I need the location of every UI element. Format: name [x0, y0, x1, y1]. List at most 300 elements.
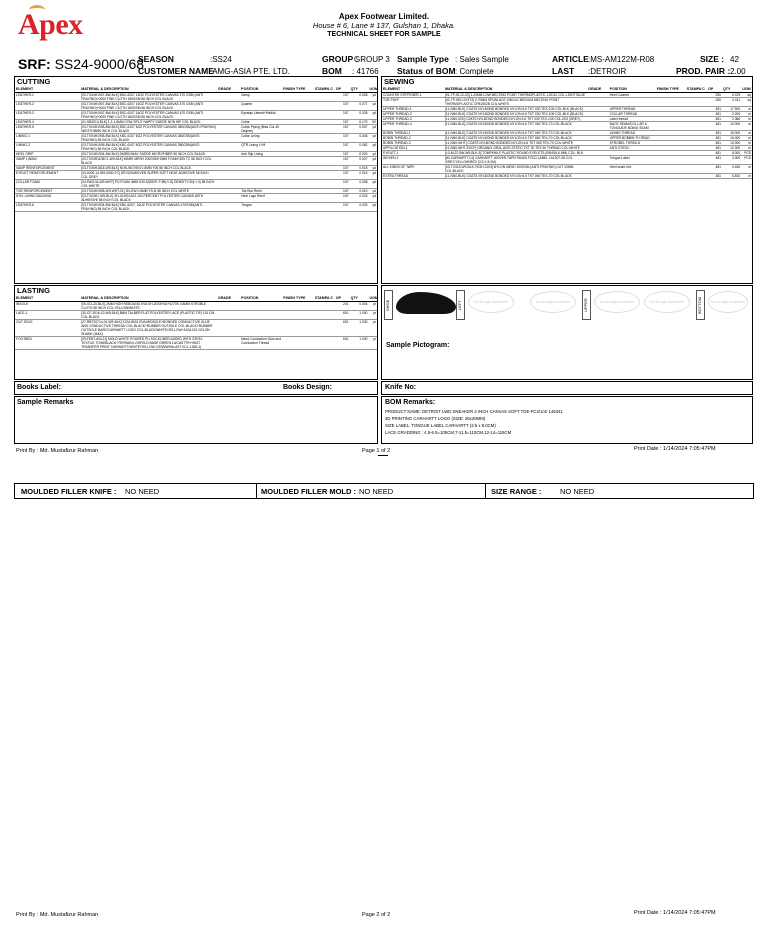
table-cell: PCS [741, 150, 752, 155]
table-cell: 157 [335, 133, 350, 142]
sample-remarks-box [14, 396, 378, 444]
table-cell: Anti Slip Lining [240, 151, 282, 156]
table-cell [656, 155, 686, 164]
table-cell: 0.062 [350, 142, 369, 151]
page-number: Page 2 of 2 [362, 912, 391, 918]
table-cell: LEATHER-5 [15, 124, 80, 133]
table-cell: 601 [335, 319, 350, 336]
column-header: FINISH TYPE [656, 86, 686, 92]
table-row [15, 179, 377, 188]
table-cell [686, 173, 707, 178]
table-cell: Tongue Label [609, 155, 656, 164]
column-header: FINISH TYPE [282, 86, 314, 92]
filler-knife-value: NO NEED [125, 487, 160, 496]
table-cell: 16.000 [722, 130, 741, 135]
table-row [15, 319, 377, 336]
table-cell [656, 173, 686, 178]
table-cell [686, 121, 707, 130]
books-row [14, 381, 378, 395]
table-cell: 157 [335, 193, 350, 202]
table-cell: yd [369, 165, 378, 170]
print-by: Print By : Md. Mustafizur Rahman [16, 912, 99, 918]
table-cell [314, 319, 335, 336]
table-cell [314, 310, 335, 319]
table-cell [314, 156, 335, 165]
table-cell: yd [369, 133, 378, 142]
table-cell: m [741, 164, 752, 173]
table-row [15, 124, 377, 133]
table-cell: 0.018 [350, 165, 369, 170]
table-cell: yd [369, 156, 378, 165]
table-cell [240, 156, 282, 165]
table-cell: LEATHER-1 [15, 92, 80, 101]
group-value: GROUP 3 [354, 55, 390, 64]
last-label: LAST [552, 66, 575, 76]
table-cell: m [741, 140, 752, 145]
table-cell [217, 310, 240, 319]
moulded-filler-row [14, 483, 754, 499]
document-title: TECHNICAL SHEET FOR SAMPLE [327, 31, 441, 38]
table-cell: m [741, 121, 752, 130]
table-cell: [09-FEB7-604-11] MOLD WHITE POURED PU SOCKLINER ADDED WITH STEEL TEXTILE TOWEBLACK+TERRAIN LOHFELD BASE GREEN 14/CASTTR+HEAT TRANSFER PRINT CARHARTT/WHITE/YELLOW CSSB/WHALAST KCL-1265-1) [80, 336, 217, 349]
table-cell [314, 110, 335, 119]
table-cell: 0.008 [350, 179, 369, 188]
table-cell: VAMP REINFORCEMENT [15, 165, 80, 170]
table-cell: 481 [707, 150, 722, 155]
column-header: OP [335, 295, 350, 301]
table-cell: OUT SOLE [15, 319, 80, 336]
table-cell: 12.000 [722, 145, 741, 150]
table-cell: SYN. LINING BACKING [15, 193, 80, 202]
table-cell: EXTRA THREAD [382, 173, 444, 178]
season-value: :SS24 [210, 55, 232, 64]
table-cell: ANTI-STATIC [609, 145, 656, 150]
table-cell: 157 [335, 165, 350, 170]
table-cell [217, 170, 240, 179]
table-cell [609, 173, 656, 178]
table-cell [282, 310, 314, 319]
table-cell: 157 [335, 119, 350, 124]
bom-value: : 41766 [352, 67, 379, 76]
table-cell: 481 [707, 155, 722, 164]
books-design: Books Design: [283, 384, 333, 391]
table-cell: 0.003 [350, 193, 369, 202]
table-cell: COLLAR FOAM [15, 179, 80, 188]
print-date: Print Date : 1/14/2024 7:05:47PM [634, 446, 716, 452]
table-cell: [03-TX415-W9-BLK-YE3H-2103] NYLON MESH 100GSM (ANTI-FRAYING) CUT 10MM COL:BLACK [444, 164, 587, 173]
table-cell [282, 319, 314, 336]
table-cell: TOE REINFORCEMENT [15, 188, 80, 193]
table-cell [656, 97, 686, 106]
table-cell: 2.366 [722, 116, 741, 121]
table-cell: [80-CARHARTT-01] CARHARTT WOVEN TAPE/TANKS FOLD LABEL LA1207-08 COL GREY/YELLOW/RED (3.5 X 8.0M) [444, 155, 587, 164]
table-cell: 1.000 [350, 310, 369, 319]
table-cell: [27-RBT20714-01-W9-BLK] KCM-8001 EVA MIDSOLE+BONDED CONDUCTIVE GLUE AND CONDUCTIVE THREAD COL-BLACK+RUBBER OUTSOLE COL-BLACK+RUBBER OUTSOLE BASE/CARHARTT LOGO COL-BLACK/WHITE/YELLOW+ACM-021 NYLON SHANK (MAX) [80, 319, 217, 336]
sewing-title: SEWING [384, 77, 415, 86]
table-cell: 0.180 [722, 164, 741, 173]
table-cell [282, 133, 314, 142]
column-header: QTY [350, 86, 369, 92]
table-cell: [03-TX04H1905-8W-BLK] KBC-6107 6OZ POLYESTER CANVAS 380GSM(ANTI- FRAYING) 56 INCH COL BLACK [80, 142, 217, 151]
table-cell: [03-TX04H1934-8W-BLK] KBC-6207, 16OZ POLYESTER CANVAS 470GSM(ANTI-FRAYING) 58 INCH COL BLACK [80, 202, 217, 211]
table-cell [217, 124, 240, 133]
cutting-section [14, 76, 378, 284]
table-cell: yd [369, 193, 378, 202]
table-cell [686, 155, 707, 164]
column-header: MATERIAL & DESCRIPTION [444, 86, 587, 92]
table-row [382, 97, 752, 106]
table-cell [314, 133, 335, 142]
table-cell: Collar [240, 119, 282, 124]
column-header: QTY [722, 86, 741, 92]
table-row [15, 310, 377, 319]
pic-tab-2: LEFT [456, 290, 465, 320]
cutting-title: CUTTING [17, 77, 51, 86]
column-header: POSITION [240, 295, 282, 301]
table-cell [217, 336, 240, 349]
table-cell: FOOTBED [15, 336, 80, 349]
lasting-title: LASTING [17, 286, 50, 295]
table-cell: 601 [335, 310, 350, 319]
table-cell: 8.000 [722, 150, 741, 155]
table-cell: BOBIN THREAD-2 [382, 135, 444, 140]
table-cell: 481 [707, 164, 722, 173]
table-cell: 157 [335, 156, 350, 165]
no-image-placeholder: No Image Available [644, 291, 690, 313]
table-cell [314, 92, 335, 101]
table-cell: yd [369, 92, 378, 101]
table-cell: COUNTER STIFFENER-1 [382, 92, 444, 97]
table-cell: LEATHER-2 [15, 101, 80, 110]
table-cell: yd [369, 202, 378, 211]
size-value: 42 [730, 55, 739, 64]
table-cell: 1.000 [350, 336, 369, 349]
table-row [15, 92, 377, 101]
column-header: POSITION [240, 86, 282, 92]
table-cell [217, 142, 240, 151]
table-cell: [03-TX05H1618-W9-BLK] NON-WOVEN 0.8MM Y08 58 INCH COL BLACK [80, 165, 217, 170]
table-cell: UPPER THREAD-1 [382, 106, 444, 111]
no-image-placeholder: No Image Available [468, 291, 514, 313]
bom-label: BOM [322, 66, 342, 76]
table-cell: [03-TX03H1-W9-BLK] SH-0120N 62Z 100 PERCENT POLYESTER CANVAS WITH ADHESIVE 58 INCH COL BLACK [80, 193, 217, 202]
table-cell: [01-SB2013-BLK] 1.2-1.6MM COW SPLIT NAPPY SUEDE NON WP COL BLACK [80, 119, 217, 124]
table-cell [217, 101, 240, 110]
table-cell: TOE PUFF [382, 97, 444, 106]
bom-remarks-title: BOM Remarks: [385, 399, 436, 406]
table-cell [656, 164, 686, 173]
table-cell [282, 156, 314, 165]
table-cell: ft2 [369, 119, 378, 124]
print-by: Print By : Md. Mustafizur Rahman [16, 448, 99, 454]
table-cell: [03-TX04H1907-8W-BLK] BSC-6207 16OZ POLYESTER CANVAS 470 GSM (ANTI FRAYING)+0000 FINE CLOTH 180GSM 56 INCH COL BLACK [80, 110, 217, 119]
table-cell: 481 [707, 106, 722, 111]
table-cell: [03-TX04H1934-8W-BLK] DMR6194AY SUEDE MICROFIBER 56 INCH COL BLACK [80, 151, 217, 156]
company-header [0, 12, 768, 39]
table-cell: [11-NN0-BLK] COATS NYLBOND BONDED NYLON 6.6 TKT 060 TEX-70 COL:BLACK [444, 135, 587, 140]
table-cell [240, 170, 282, 179]
prod-pair-value: 2.00 [730, 67, 746, 76]
divider [378, 455, 388, 456]
table-cell: LEATHER-6 [15, 202, 80, 211]
table-cell: m [741, 111, 752, 116]
knife-row [381, 381, 753, 395]
table-cell [240, 179, 282, 188]
table-cell: 1.000 [350, 319, 369, 336]
table-cell: 157 [335, 92, 350, 101]
table-cell [217, 110, 240, 119]
table-cell: yd [369, 179, 378, 188]
table-cell [314, 124, 335, 133]
column-header: ELEMENT [15, 295, 80, 301]
table-cell [217, 193, 240, 202]
bom-remark-line: LACE GRADDING : 4.5-6.5=105CM,7-11.5=110CM,12-14=115CM [385, 430, 512, 435]
table-cell: Heel Counter [609, 92, 656, 97]
table-cell: m [741, 106, 752, 111]
column-header: ELEMENT [382, 86, 444, 92]
table-cell: pr [369, 301, 378, 310]
group-label: GROUP : [322, 54, 359, 64]
table-cell: VAMP LINING [15, 156, 80, 165]
last-value: :DETROIR [588, 67, 627, 76]
table-cell [686, 164, 707, 173]
table-cell: m [741, 135, 752, 140]
column-header: MATERIAL & DESCRIPTION [80, 86, 217, 92]
table-row [15, 193, 377, 202]
sewing-table [382, 86, 752, 179]
table-cell: 481 [707, 145, 722, 150]
table-cell: [03-0000-14-W9-0000-FC] DR NONWOVEN SUPER SOFT HEAT ADHESIVE 58 INCH COL GREY [80, 170, 217, 179]
sample-pictogram-label: Sample Pictogram: [386, 342, 450, 349]
table-cell: 481 [707, 140, 722, 145]
company-name: Apex Footwear Limited. [338, 12, 430, 21]
bom-remarks-lines [382, 408, 752, 436]
table-cell: [11-NN0-BLK] COATS NYLBOND BONDED NYLON 6.6 TKT 030 TEX-105 COL:BLK (BLACK) [444, 111, 587, 116]
table-cell: UPPER BOBBIN TH READ [609, 135, 656, 140]
table-cell: LINING-2 [15, 142, 80, 151]
table-cell: yd [369, 101, 378, 110]
table-cell: 2.200 [722, 111, 741, 116]
table-cell: [03-TX04H1908-W9-WHT-01] 2N-GW 0.6MM YS-N 58 INCH COL WHITE [80, 188, 217, 193]
table-cell: LINING-1 [15, 133, 80, 142]
no-image-placeholder: No Image Available [530, 291, 576, 313]
column-header: ELEMENT [15, 86, 80, 92]
table-cell [282, 124, 314, 133]
table-cell: Tongue [240, 202, 282, 211]
cutting-table [15, 86, 377, 212]
table-cell: LINING THREAD [609, 130, 656, 135]
table-cell: m [741, 173, 752, 178]
table-cell: yd [369, 142, 378, 151]
table-row [15, 336, 377, 349]
size-range-label: SIZE RANGE : [491, 487, 542, 496]
column-header: STAMPA C [314, 295, 333, 300]
table-cell: 157 [335, 101, 350, 110]
divider [485, 484, 486, 498]
table-cell: 0.004 [350, 301, 369, 310]
filler-mold-value: NO NEED [359, 487, 394, 496]
print-date: Print Date : 1/14/2024 7:05:47PM [634, 910, 716, 916]
column-header: POSITION [609, 86, 656, 92]
sample-type-value: : Sales Sample [455, 55, 509, 64]
table-cell [314, 179, 335, 188]
table-cell: LACE-1 [15, 310, 80, 319]
table-cell: 157 [335, 170, 350, 179]
table-cell: Label thread [609, 116, 656, 121]
column-header: UOM [369, 295, 378, 300]
pic-tab-4: BOTTOM [696, 290, 705, 320]
table-cell [282, 301, 314, 310]
table-cell: 0.007 [350, 124, 369, 133]
table-cell: Heel Logo Reinf [240, 193, 282, 202]
table-cell: 250 [707, 92, 722, 97]
customer-value: :AMG-ASIA PTE. LTD. [210, 67, 290, 76]
table-cell: EYELET-1 [382, 150, 444, 155]
table-cell: 157 [335, 188, 350, 193]
table-cell [314, 202, 335, 211]
table-cell: 601 [335, 336, 350, 349]
table-cell: [03-TX03H1105C1-W9-BLK] WARK MESH 200GSM+2MM FOAM+305 TC 58 INCH COL BLACK [80, 156, 217, 165]
table-cell: 481 [707, 173, 722, 178]
table-cell: m [741, 130, 752, 135]
table-cell: EYELET REINFORCEMENT [15, 170, 80, 179]
article-label: ARTICLE [552, 54, 589, 64]
table-cell: [11-NN0-WHT-EXCF] ORGANIX GRAL ANTI-STATIC TKT 30 TEX 90 THREAD COL:WHITE [444, 145, 587, 150]
table-cell [282, 142, 314, 151]
table-cell [217, 202, 240, 211]
table-cell: 157 [335, 110, 350, 119]
column-header: STAMPA C [314, 86, 333, 91]
bom-status-label: Status of BOM [397, 66, 456, 76]
table-cell: 17.500 [722, 106, 741, 111]
table-cell: [11-NN0-BLK] COATS NYLBOND BONDED NYLON 6.6 TKT 060 TEX-70 COL:BLACK [444, 130, 587, 135]
table-cell: 0.170 [350, 119, 369, 124]
column-header: OP [707, 86, 722, 92]
table-cell: [03-TX04H1907-8W-BLK] BSC-6207 16OZ POLYESTER CANVAS 470 GSM (ANTI FRAYING)+0000 FINE CLOTH 180GSM 56 INCH COL BLACK [80, 92, 217, 101]
article-value: :MS-AM122M-R08 [588, 55, 655, 64]
table-cell: 250 [707, 97, 722, 106]
table-cell: QTR Lining L+M [240, 142, 282, 151]
table-cell: LEATHER-3 [15, 110, 80, 119]
table-cell [282, 193, 314, 202]
table-cell: 201 [335, 301, 350, 310]
table-cell: sq [741, 97, 752, 106]
column-header: GRADE [587, 86, 608, 92]
no-image-placeholder: No Image Available [708, 291, 748, 313]
table-cell: 0.077 [350, 101, 369, 110]
table-cell [217, 133, 240, 142]
pic-tab-3: UPPER [582, 290, 591, 320]
table-cell: [30-CF-3016-13-W9-BLK] 8MM TALBER FLAT POLYESTER LACE (PLASTIC TIP) 110 CM COL BLACK [80, 310, 217, 319]
table-cell [282, 179, 314, 188]
table-cell [609, 97, 656, 106]
table-cell: 0.010 [350, 188, 369, 193]
table-cell [314, 170, 335, 179]
column-header: UOM [369, 86, 378, 91]
table-cell: Need Conduction Glue and Conduction Thread [240, 336, 282, 349]
table-cell [656, 121, 686, 130]
table-cell [217, 179, 240, 188]
table-cell: 0.033 [350, 202, 369, 211]
table-cell [686, 97, 707, 106]
table-row [15, 142, 377, 151]
table-row [382, 173, 752, 178]
bom-remark-line: 3D PRINTING CARHARTT LOGO (SIZE: 25x20MM) [385, 416, 486, 421]
table-row [15, 110, 377, 119]
table-cell [587, 121, 608, 130]
table-cell [314, 101, 335, 110]
table-cell: pr [369, 336, 378, 349]
filler-mold-label: MOULDED FILLER MOLD : [261, 487, 356, 496]
table-cell [282, 110, 314, 119]
filler-knife-label: MOULDED FILLER KNIFE : [21, 487, 117, 496]
table-cell: 16.000 [722, 135, 741, 140]
table-cell [282, 336, 314, 349]
table-row [15, 202, 377, 211]
table-cell [314, 142, 335, 151]
srf-number: SRF: SS24-9000/68 [18, 56, 145, 72]
table-cell: WOVEN-1 [382, 155, 444, 164]
table-cell [587, 97, 608, 106]
column-header: FINISH TYPE [282, 295, 314, 301]
table-cell: m [741, 145, 752, 150]
table-cell: yd [369, 170, 378, 179]
table-cell [314, 336, 335, 349]
table-cell: 0.028 [350, 92, 369, 101]
table-cell: sq [741, 92, 752, 97]
no-image-placeholder: No Image Available [594, 291, 640, 313]
table-cell: 0.011 [722, 97, 741, 106]
table-row [382, 121, 752, 130]
column-header: GRADE [217, 86, 240, 92]
bom-remark-line: SIZE LABEL: TONGUE LABEL CARHARTT (3.5 x 8.0CM) [385, 423, 496, 428]
table-cell: [11-NN0-WHT] COATS NYLBOND BONDED NYLON 6.6 TKT 060 TEX-70 COL:WHITE [444, 140, 587, 145]
table-cell: [03-TX04H1908-8W-BLK] BSC-6107 6OZ POLYESTER CANVAS 380GSM(ANTI-FRAYING) WIDTH:58/60 INCH COL BLACK [81, 124, 217, 133]
table-cell: [11-NN0-BLK] COATS NYLBOND BONDED NYLON 6.6 TKT 060 TEX-70 COL:BLACK [444, 173, 587, 178]
table-cell [282, 92, 314, 101]
season-label: SEASON [138, 54, 174, 64]
column-header: MATERIAL & DESCRIPTION [80, 295, 217, 301]
table-cell: 157 [335, 202, 350, 211]
table-cell: Toe Box Reinf [240, 188, 282, 193]
table-row [382, 164, 752, 173]
table-cell [240, 319, 282, 336]
table-cell [217, 301, 240, 310]
table-cell: 0.046 [350, 133, 369, 142]
table-cell: STROBEL THREA D [609, 140, 656, 145]
table-cell: 0.019 [722, 92, 741, 97]
table-cell: 10.000 [722, 121, 741, 130]
table-cell: pr [369, 310, 378, 319]
table-cell: [05-IG1-20-BLK] 2MM HIGH REBOUND EVA SH-20S5+0A+0270S 0.8MM STROBLE CLOTH 58 INCH COL YELLOW/WHITE [80, 301, 217, 310]
picture-panel [381, 285, 753, 380]
table-cell: [03-TX04H1907-8W-BLK] BSC-6207 16OZ POLYESTER CANVAS 470 GSM (ANTI FRAYING)+0000 FINE CLOTH 180GSM 56 INCH COL BLACK [80, 101, 217, 110]
table-cell: 157 [335, 124, 350, 133]
table-cell: 481 [707, 116, 722, 121]
table-cell: pr [369, 319, 378, 336]
table-cell [217, 92, 240, 101]
page-number: Page 1 of 2 [362, 448, 391, 454]
lasting-table [15, 295, 377, 350]
table-cell: LEATHER-4 [15, 119, 80, 124]
books-label: Books Label: [17, 384, 61, 391]
table-cell: yd [369, 151, 378, 156]
table-cell: Quarter [240, 101, 282, 110]
table-cell: 13.000 [722, 140, 741, 145]
lasting-section [14, 285, 378, 380]
table-cell: Heel seam reit. [609, 164, 656, 173]
table-cell: 0.027 [350, 156, 369, 165]
